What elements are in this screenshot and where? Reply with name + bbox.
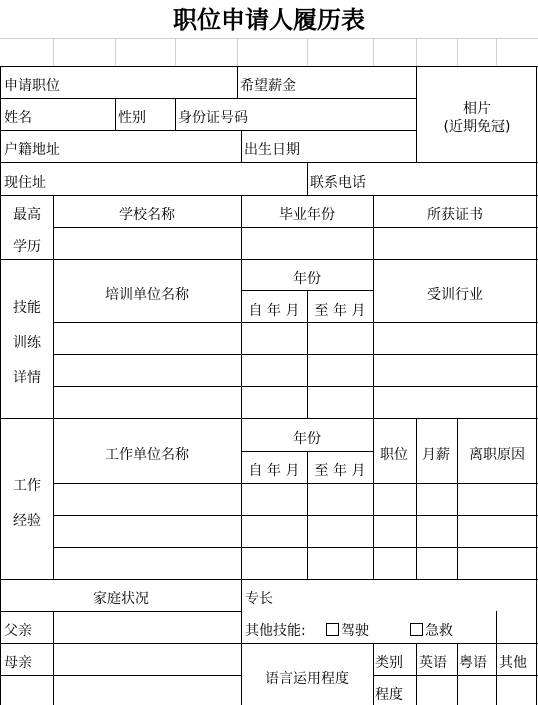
- rule: [175, 98, 176, 131]
- label-graduation-year: 毕业年份: [279, 207, 335, 223]
- rule: [0, 195, 538, 196]
- gridline: [237, 38, 238, 67]
- rule: [241, 418, 242, 580]
- gridline: [175, 38, 176, 67]
- label-skill-3: 详情: [13, 370, 41, 386]
- form-title: 职位申请人履历表: [173, 5, 365, 34]
- rule: [457, 418, 458, 580]
- label-hukou-address: 户籍地址: [4, 142, 60, 158]
- rule: [237, 66, 238, 99]
- rule: [53, 515, 538, 516]
- label-education: 学历: [13, 239, 41, 255]
- label-certificate: 所获证书: [427, 207, 483, 223]
- label-category: 类别: [375, 655, 403, 671]
- label-family: 家庭状况: [93, 591, 149, 607]
- label-job-position: 职位: [380, 447, 408, 463]
- rule: [53, 483, 538, 484]
- label-name: 姓名: [4, 110, 32, 126]
- label-id-number: 身份证号码: [178, 110, 248, 126]
- rule: [241, 259, 242, 419]
- rule: [0, 66, 538, 67]
- rule: [53, 195, 54, 260]
- label-other-language: 其他: [499, 655, 527, 671]
- label-apply-position: 申请职位: [4, 78, 60, 94]
- label-expected-salary: 希望薪金: [240, 78, 296, 94]
- gridline: [416, 38, 417, 67]
- rule: [0, 162, 538, 163]
- label-skill-1: 技能: [13, 300, 41, 316]
- label-photo: 相片: [463, 101, 491, 117]
- label-work-2: 经验: [13, 513, 41, 529]
- gridline: [115, 38, 116, 67]
- label-current-address: 现住址: [4, 175, 46, 191]
- rule: [373, 643, 374, 705]
- label-monthly-salary: 月薪: [422, 447, 450, 463]
- gridline: [53, 38, 54, 67]
- checkbox-driving-label: 驾驶: [341, 623, 369, 639]
- rule: [53, 547, 538, 548]
- rule: [373, 195, 374, 260]
- label-language-level: 语言运用程度: [265, 671, 349, 687]
- rule: [373, 418, 374, 580]
- label-training-unit: 培训单位名称: [105, 287, 189, 303]
- label-highest: 最高: [13, 207, 41, 223]
- label-work-1: 工作: [13, 478, 41, 494]
- checkbox-first-aid-label: 急救: [425, 623, 453, 639]
- label-mother: 母亲: [4, 655, 32, 671]
- rule: [241, 195, 242, 260]
- rule: [241, 130, 242, 163]
- rule: [53, 227, 538, 228]
- label-work-from: 自 年 月: [248, 463, 300, 479]
- label-work-to: 至 年 月: [314, 463, 366, 479]
- gridline: [307, 38, 308, 67]
- label-school-name: 学校名称: [119, 207, 175, 223]
- rule: [373, 675, 538, 676]
- rule: [416, 418, 417, 580]
- rule: [0, 98, 416, 99]
- rule: [53, 259, 54, 419]
- label-work-year: 年份: [293, 431, 321, 447]
- rule: [53, 354, 538, 355]
- rule: [0, 130, 416, 131]
- rule: [307, 451, 308, 580]
- checkbox-driving[interactable]: [326, 620, 369, 640]
- label-leave-reason: 离职原因: [469, 447, 525, 463]
- rule: [53, 322, 538, 323]
- gridline: [457, 38, 458, 67]
- rule: [0, 675, 241, 676]
- label-other-skills: 其他技能:: [245, 623, 306, 639]
- label-photo-note: (近期免冠): [443, 119, 511, 135]
- rule: [0, 611, 241, 612]
- rule: [53, 386, 538, 387]
- label-skill-2: 训练: [13, 335, 41, 351]
- rule: [0, 259, 538, 260]
- label-training-year: 年份: [293, 271, 321, 287]
- rule: [416, 66, 417, 163]
- label-specialty: 专长: [245, 591, 273, 607]
- rule: [373, 259, 374, 419]
- rule: [457, 643, 458, 705]
- label-degree: 程度: [375, 687, 403, 703]
- rule: [241, 579, 242, 705]
- label-training-industry: 受训行业: [427, 287, 483, 303]
- label-cantonese: 粤语: [459, 655, 487, 671]
- rule: [53, 418, 54, 580]
- rule: [53, 611, 54, 705]
- rule: [307, 290, 308, 419]
- label-gender: 性别: [118, 110, 146, 126]
- label-training-to: 至 年 月: [314, 303, 366, 319]
- rule: [115, 98, 116, 131]
- label-training-from: 自 年 月: [248, 303, 300, 319]
- label-english: 英语: [419, 655, 447, 671]
- gridline: [373, 38, 374, 67]
- checkbox-first-aid[interactable]: [410, 620, 453, 640]
- checkbox-icon[interactable]: [410, 623, 423, 636]
- label-work-unit: 工作单位名称: [105, 447, 189, 463]
- checkbox-icon[interactable]: [326, 623, 339, 636]
- rule: [496, 611, 497, 705]
- gridline: [496, 38, 497, 67]
- rule: [307, 162, 308, 196]
- label-father: 父亲: [4, 623, 32, 639]
- label-birth-date: 出生日期: [244, 142, 300, 158]
- rule: [416, 643, 417, 705]
- label-phone: 联系电话: [310, 175, 366, 191]
